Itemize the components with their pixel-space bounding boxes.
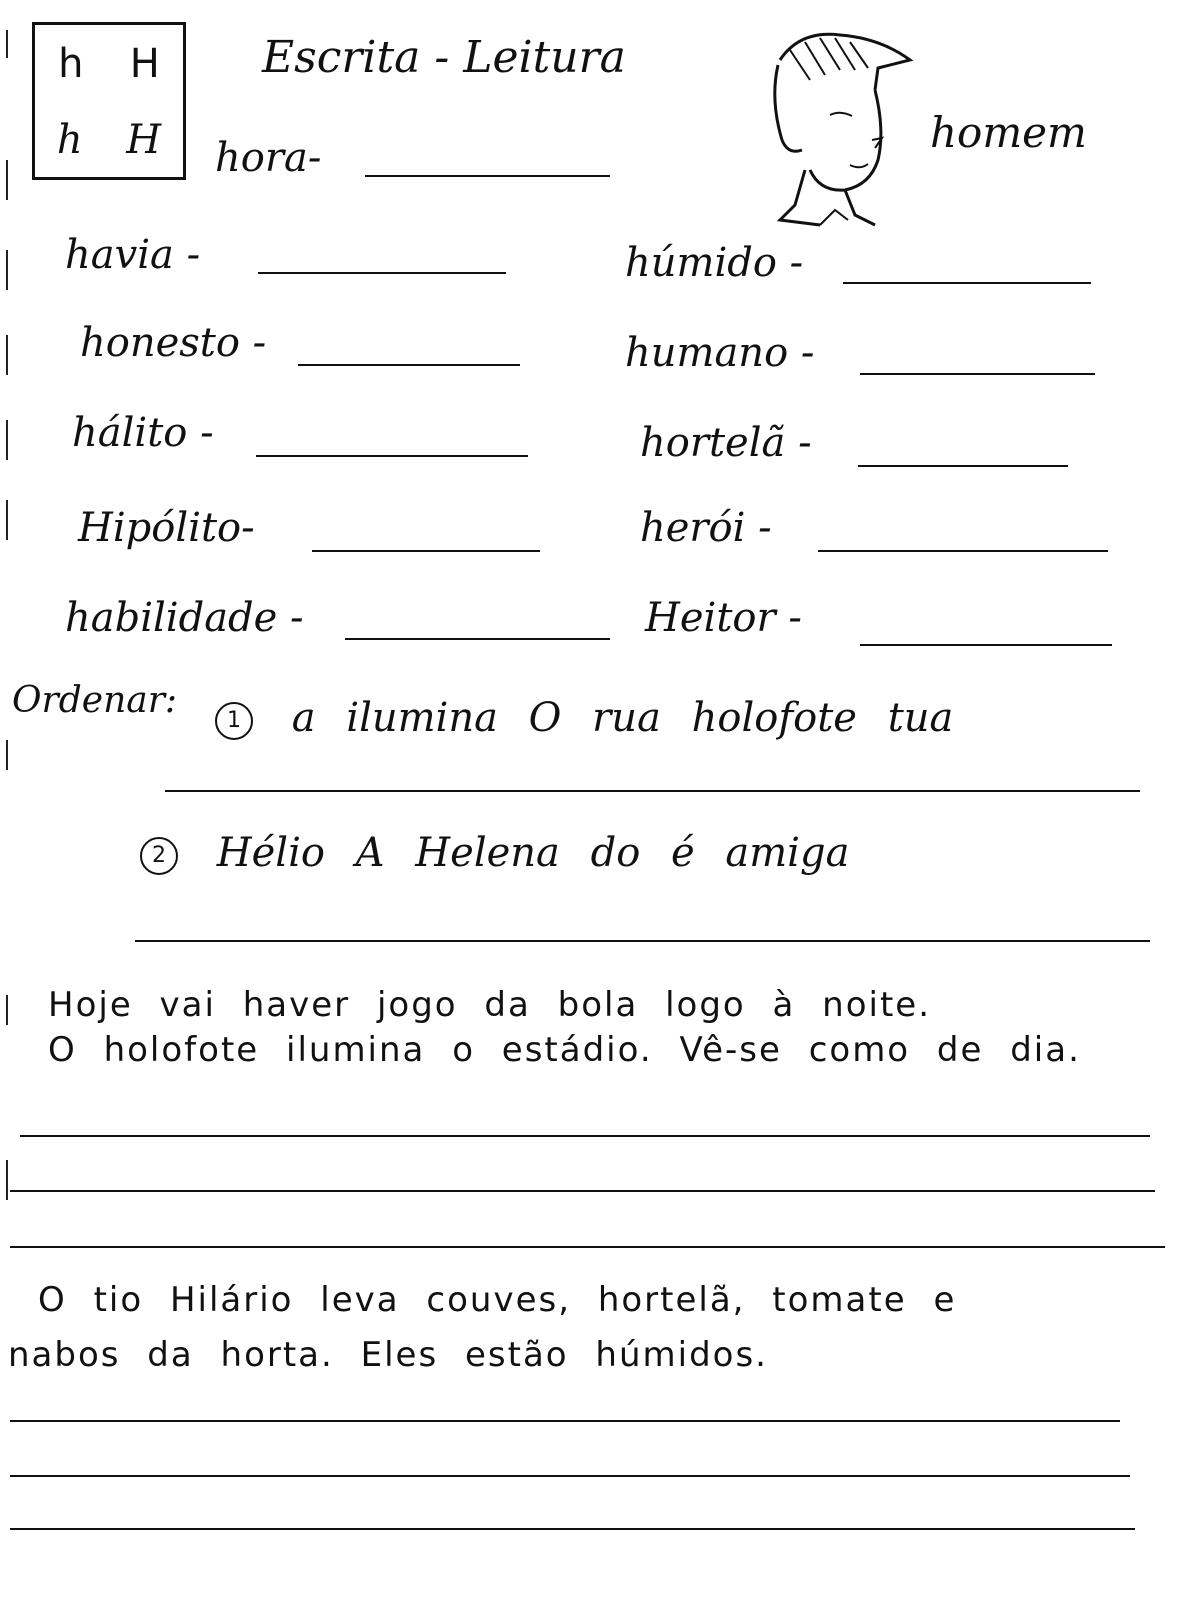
answer-line-ordenar-2[interactable]	[135, 940, 1150, 942]
title-leitura: Leitura	[463, 32, 626, 83]
page-title	[262, 32, 626, 83]
reading-p1-line2: O holofote ilumina o estádio. Vê-se como de dia.	[48, 1030, 1081, 1070]
answer-line-right-4[interactable]	[818, 550, 1108, 552]
word-left-1: havia -	[65, 232, 201, 278]
answer-line-hora[interactable]	[365, 175, 610, 177]
ordenar-item-1-words: a ilumina O rua holofote tua	[291, 695, 954, 741]
copy-line-1[interactable]	[20, 1135, 1150, 1137]
answer-line-left-5[interactable]	[345, 638, 610, 640]
item-number-1: 1	[215, 702, 253, 740]
letter-script-lower: h	[56, 117, 83, 163]
letter-print-upper: H	[129, 41, 160, 87]
word-left-4: Hipólito-	[78, 505, 255, 551]
title-escrita: Escrita	[262, 32, 421, 83]
margin-mark-5	[6, 420, 8, 460]
letter-script-upper: H	[126, 117, 162, 163]
copy-line-3[interactable]	[10, 1246, 1165, 1248]
letter-box	[32, 22, 186, 180]
ordenar-label: Ordenar:	[12, 680, 178, 721]
man-illustration	[760, 20, 920, 230]
margin-mark-2	[6, 160, 8, 200]
margin-mark-6	[6, 500, 8, 540]
word-left-5: habilidade -	[65, 595, 304, 641]
letter-print-lower: h	[58, 41, 84, 87]
copy-line-4[interactable]	[10, 1420, 1120, 1422]
answer-line-ordenar-1[interactable]	[165, 790, 1140, 792]
word-right-3: hortelã -	[640, 420, 812, 466]
title-separator: -	[434, 32, 450, 83]
answer-line-right-3[interactable]	[858, 465, 1068, 467]
letter-box-script-row	[35, 117, 183, 163]
copy-line-5[interactable]	[10, 1475, 1130, 1477]
reading-p2-line2: nabos da horta. Eles estão húmidos.	[8, 1335, 768, 1375]
word-left-2: honesto -	[80, 320, 267, 366]
margin-mark-9	[6, 1160, 8, 1200]
answer-line-left-2[interactable]	[298, 364, 520, 366]
answer-line-right-5[interactable]	[860, 644, 1112, 646]
word-right-4: herói -	[640, 505, 772, 551]
answer-line-right-1[interactable]	[843, 282, 1091, 284]
word-right-1: húmido -	[625, 240, 804, 286]
margin-mark-1	[6, 30, 8, 58]
margin-mark-3	[6, 250, 8, 290]
word-right-2: humano -	[625, 330, 815, 376]
reading-p1-line1: Hoje vai haver jogo da bola logo à noite.	[48, 985, 932, 1025]
ordenar-item-1	[215, 695, 953, 741]
word-right-5: Heitor -	[645, 595, 802, 641]
answer-line-right-2[interactable]	[860, 373, 1095, 375]
ordenar-item-2	[140, 830, 849, 876]
word-hora: hora-	[215, 135, 322, 181]
copy-line-2[interactable]	[10, 1190, 1155, 1192]
picture-word-homem: homem	[930, 108, 1087, 157]
answer-line-left-1[interactable]	[258, 272, 506, 274]
copy-line-6[interactable]	[10, 1528, 1135, 1530]
margin-mark-7	[6, 740, 8, 770]
word-left-3: hálito -	[72, 410, 214, 456]
answer-line-left-4[interactable]	[312, 550, 540, 552]
reading-p2-line1: O tio Hilário leva couves, hortelã, tomate e	[38, 1280, 957, 1320]
ordenar-item-2-words: Hélio A Helena do é amiga	[216, 830, 850, 876]
item-number-2: 2	[140, 837, 178, 875]
margin-mark-4	[6, 335, 8, 375]
answer-line-left-3[interactable]	[256, 455, 528, 457]
margin-mark-8	[6, 995, 8, 1025]
letter-box-print-row	[35, 41, 183, 87]
